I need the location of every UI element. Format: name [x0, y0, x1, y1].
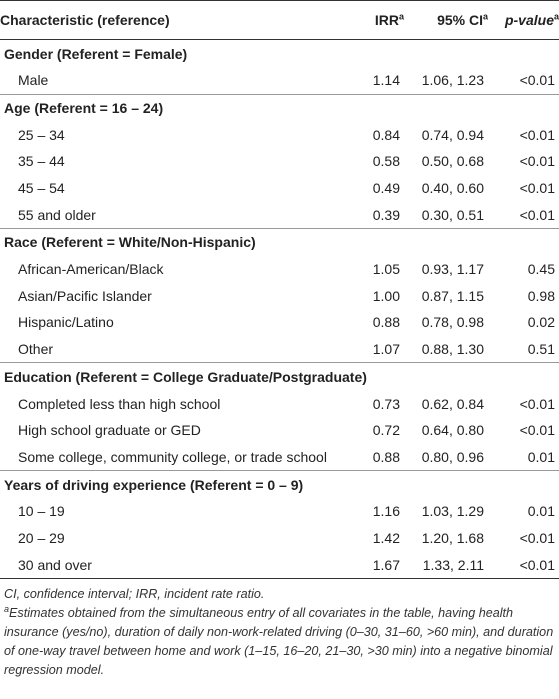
- table-row: [0, 551, 559, 578]
- section-header-row: [0, 363, 559, 391]
- row-pvalue: <0.01: [519, 180, 555, 197]
- row-irr: 0.88: [372, 448, 400, 465]
- row-pvalue: 0.45: [527, 261, 555, 278]
- header-ci: 95% $CI^a$: [404, 1, 488, 40]
- table-row: [0, 417, 559, 444]
- table-row: [0, 175, 559, 202]
- row-irr: 1.00: [372, 287, 400, 304]
- row-ci: 0.64, 0.80: [421, 422, 484, 439]
- row-irr: 1.67: [360, 551, 404, 578]
- header-characteristic: Characteristic (reference): [0, 1, 360, 40]
- section-title: Race (Referent = White/Non-Hispanic): [0, 228, 559, 256]
- row-pvalue: 0.01: [527, 503, 555, 520]
- table-row: [0, 444, 559, 471]
- row-label: 25 – 34: [18, 126, 65, 143]
- row-pvalue: <0.01: [519, 126, 555, 143]
- row-irr: 0.73: [372, 395, 400, 412]
- row-pvalue: 0.02: [527, 314, 555, 331]
- row-irr: 0.39: [372, 206, 400, 223]
- row-ci: 1.06, 1.23: [421, 72, 484, 89]
- row-pvalue: <0.01: [488, 551, 559, 578]
- table-body: [0, 40, 559, 579]
- row-ci: 0.30, 0.51: [421, 206, 484, 223]
- row-irr: 1.16: [372, 503, 400, 520]
- table-row: [0, 336, 559, 363]
- section-title: Years of driving experience (Referent = 0 – 9): [0, 471, 559, 499]
- row-pvalue: <0.01: [519, 72, 555, 89]
- row-ci: 1.20, 1.68: [421, 530, 484, 547]
- row-ci: 0.88, 1.30: [421, 341, 484, 358]
- row-pvalue: 0.98: [527, 287, 555, 304]
- section-title: Education (Referent = College Graduate/Postgraduate): [0, 363, 559, 391]
- row-ci: 0.62, 0.84: [421, 395, 484, 412]
- row-irr: 0.88: [372, 314, 400, 331]
- row-irr: 0.49: [372, 180, 400, 197]
- section-header-row: [0, 228, 559, 256]
- row-pvalue: <0.01: [519, 206, 555, 223]
- row-irr: 0.84: [372, 126, 400, 143]
- section-title: Gender (Referent = Female): [4, 45, 188, 62]
- row-pvalue: <0.01: [519, 530, 555, 547]
- row-ci: 0.40, 0.60: [421, 180, 484, 197]
- row-label: Some college, community college, or trade school: [18, 448, 327, 465]
- table-row: [0, 390, 559, 417]
- row-ci: 1.03, 1.29: [421, 503, 484, 520]
- row-label: Other: [18, 341, 54, 358]
- section-title: Age (Referent = 16 – 24): [0, 94, 559, 122]
- row-label: 45 – 54: [18, 180, 65, 197]
- table-row: [0, 309, 559, 336]
- table-row: [0, 67, 559, 94]
- row-irr: 1.14: [372, 72, 400, 89]
- footnote-abbreviations: CI, confidence interval; IRR, incident rate ratio.: [4, 586, 265, 601]
- section-header-row: [0, 471, 559, 499]
- row-ci: 0.93, 1.17: [421, 261, 484, 278]
- row-label: Asian/Pacific Islander: [18, 287, 152, 304]
- row-irr: 0.58: [372, 153, 400, 170]
- table-row: [0, 256, 559, 283]
- row-label: Hispanic/Latino: [18, 314, 114, 331]
- row-label: 35 – 44: [18, 153, 65, 170]
- table-row: [0, 283, 559, 310]
- row-label: 10 – 19: [18, 503, 65, 520]
- row-label: 30 and over: [0, 551, 360, 578]
- table-header-row: [0, 1, 559, 40]
- section-header-row: [0, 94, 559, 122]
- row-label: Male: [18, 72, 49, 89]
- row-pvalue: <0.01: [519, 395, 555, 412]
- row-irr: 1.05: [372, 261, 400, 278]
- header-irr: IRR$^a$: [360, 1, 404, 40]
- table-row: [0, 525, 559, 552]
- row-label: High school graduate or GED: [18, 422, 201, 439]
- row-ci: 0.78, 0.98: [421, 314, 484, 331]
- table-row: [0, 148, 559, 175]
- footnote-a: $^a$Estimates obtained from the simultaneous entry of all covariates in the table, having health insurance (yes/no), duration of daily non-work-related driving (0–30, 31–60, >60 min), and duration of one-way travel between home and work (1–15, 16–20, 21–30, >30 min) into a negative binomial regression model.: [4, 603, 554, 677]
- row-ci: 0.50, 0.68: [421, 153, 484, 170]
- row-ci: 1.33, 2.11: [404, 551, 488, 578]
- row-pvalue: <0.01: [519, 422, 555, 439]
- row-irr: 1.07: [372, 341, 400, 358]
- row-ci: 0.80, 0.96: [421, 448, 484, 465]
- row-irr: 1.42: [372, 530, 400, 547]
- row-label: African-American/Black: [18, 261, 164, 278]
- row-pvalue: 0.01: [527, 448, 555, 465]
- header-pvalue: p-value$^a$: [488, 1, 559, 40]
- row-label: 20 – 29: [18, 530, 65, 547]
- table-row: [0, 122, 559, 149]
- row-pvalue: 0.51: [527, 341, 555, 358]
- table-footnotes: [0, 579, 559, 680]
- row-ci: 0.87, 1.15: [421, 287, 484, 304]
- section-header-row: [0, 40, 559, 68]
- row-ci: 0.74, 0.94: [421, 126, 484, 143]
- row-label: Completed less than high school: [18, 395, 221, 412]
- table-row: [0, 498, 559, 525]
- row-irr: 0.72: [372, 422, 400, 439]
- row-label: 55 and older: [18, 206, 96, 223]
- table-row: [0, 201, 559, 228]
- row-pvalue: <0.01: [519, 153, 555, 170]
